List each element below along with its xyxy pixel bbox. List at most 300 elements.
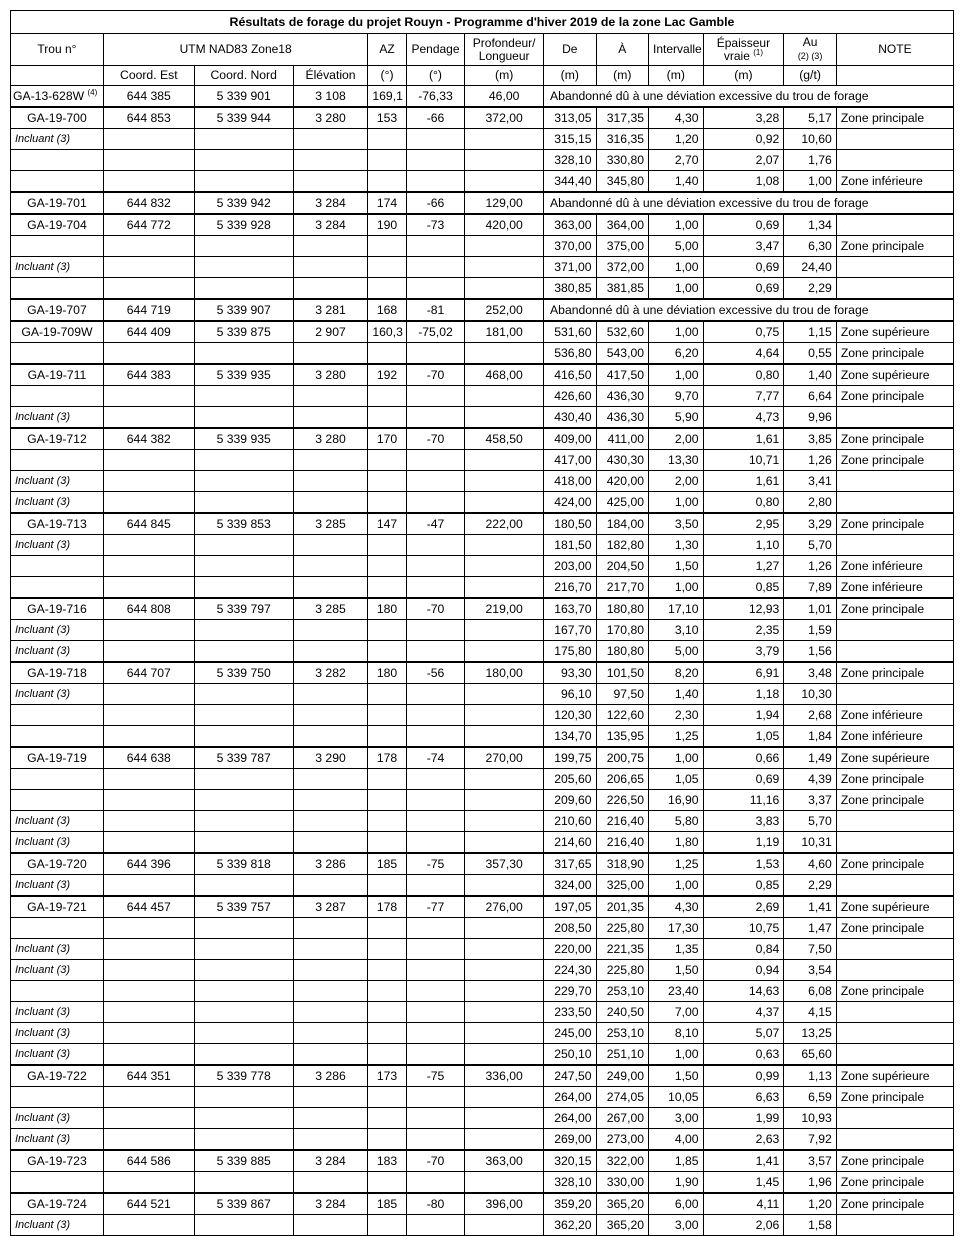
- header-note: NOTE: [836, 34, 953, 66]
- dip-cell: -70: [406, 364, 465, 386]
- coord-nord-cell: [194, 684, 293, 705]
- subheader-est: Coord. Est: [103, 66, 194, 86]
- true-thickness-cell: 0,85: [703, 577, 784, 599]
- from-cell: 216,70: [544, 577, 597, 599]
- gold-grade-cell: 0,55: [784, 343, 837, 365]
- from-cell: 264,00: [544, 1087, 597, 1108]
- hole-id-cell: [11, 171, 104, 193]
- coord-nord-cell: [194, 236, 293, 257]
- interval-cell: 4,30: [649, 107, 704, 129]
- coord-est-cell: 644 383: [103, 364, 194, 386]
- to-cell: 217,70: [596, 577, 649, 599]
- table-row: [11, 620, 954, 641]
- gold-grade-cell: 1,41: [784, 896, 837, 918]
- dip-cell: [406, 960, 465, 981]
- gold-grade-cell: 2,29: [784, 278, 837, 300]
- table-row: [11, 492, 954, 514]
- gold-grade-cell: 1,96: [784, 1172, 837, 1194]
- hole-id-cell: Incluant (3): [11, 832, 104, 854]
- zone-note-cell: Zone principale: [836, 769, 953, 790]
- coord-est-cell: 644 808: [103, 598, 194, 620]
- coord-est-cell: [103, 620, 194, 641]
- gold-grade-cell: 7,89: [784, 577, 837, 599]
- interval-cell: 8,20: [649, 662, 704, 684]
- true-thickness-cell: 2,69: [703, 896, 784, 918]
- gold-grade-cell: 9,96: [784, 407, 837, 429]
- zone-note-cell: Zone inférieure: [836, 705, 953, 726]
- subheader-prof: (m): [465, 66, 544, 86]
- coord-nord-cell: [194, 407, 293, 429]
- hole-id-cell: [11, 236, 104, 257]
- dip-cell: -70: [406, 428, 465, 450]
- coord-est-cell: [103, 407, 194, 429]
- abandoned-note: Abandonné dû à une déviation excessive du trou de forage: [544, 192, 954, 214]
- zone-note-cell: Zone principale: [836, 790, 953, 811]
- depth-cell: 468,00: [465, 364, 544, 386]
- abandoned-note: Abandonné dû à une déviation excessive du trou de forage: [544, 86, 954, 108]
- interval-cell: 2,70: [649, 150, 704, 171]
- dip-cell: [406, 620, 465, 641]
- gold-grade-cell: 1,58: [784, 1215, 837, 1236]
- true-thickness-cell: 6,63: [703, 1087, 784, 1108]
- gold-grade-cell: 2,80: [784, 492, 837, 514]
- hole-id-cell: GA-19-716: [11, 598, 104, 620]
- dip-cell: -80: [406, 1193, 465, 1215]
- zone-note-cell: Zone supérieure: [836, 747, 953, 769]
- to-cell: 225,80: [596, 918, 649, 939]
- elevation-cell: 3 280: [293, 428, 368, 450]
- dip-cell: -75: [406, 1065, 465, 1087]
- zone-note-cell: [836, 875, 953, 897]
- depth-cell: 181,00: [465, 321, 544, 343]
- to-cell: 226,50: [596, 790, 649, 811]
- coord-est-cell: [103, 811, 194, 832]
- zone-note-cell: [836, 257, 953, 278]
- coord-est-cell: 644 772: [103, 214, 194, 236]
- zone-note-cell: Zone principale: [836, 343, 953, 365]
- drill-results-table: [10, 10, 954, 1236]
- interval-cell: 1,05: [649, 769, 704, 790]
- elevation-cell: [293, 832, 368, 854]
- zone-note-cell: Zone principale: [836, 450, 953, 471]
- dip-cell: [406, 939, 465, 960]
- zone-note-cell: Zone principale: [836, 662, 953, 684]
- azimuth-cell: [368, 769, 406, 790]
- from-cell: 264,00: [544, 1108, 597, 1129]
- zone-note-cell: Zone inférieure: [836, 171, 953, 193]
- dip-cell: [406, 171, 465, 193]
- coord-nord-cell: [194, 811, 293, 832]
- table-row: [11, 556, 954, 577]
- elevation-cell: 3 282: [293, 662, 368, 684]
- azimuth-cell: 170: [368, 428, 406, 450]
- hole-id-cell: GA-19-711: [11, 364, 104, 386]
- from-cell: 229,70: [544, 981, 597, 1002]
- azimuth-cell: [368, 407, 406, 429]
- interval-cell: 6,00: [649, 1193, 704, 1215]
- to-cell: 543,00: [596, 343, 649, 365]
- to-cell: 372,00: [596, 257, 649, 278]
- depth-cell: [465, 257, 544, 278]
- depth-cell: [465, 171, 544, 193]
- drill-results-page: [10, 10, 954, 1236]
- depth-cell: [465, 790, 544, 811]
- hole-id-cell: GA-19-722: [11, 1065, 104, 1087]
- true-thickness-cell: 0,94: [703, 960, 784, 981]
- depth-cell: 357,30: [465, 853, 544, 875]
- table-row: [11, 598, 954, 620]
- gold-grade-cell: 2,68: [784, 705, 837, 726]
- hole-id-cell: Incluant (3): [11, 1108, 104, 1129]
- hole-id-cell: [11, 343, 104, 365]
- interval-cell: 5,00: [649, 641, 704, 663]
- interval-cell: 4,00: [649, 1129, 704, 1151]
- true-thickness-cell: 1,61: [703, 471, 784, 492]
- to-cell: 274,05: [596, 1087, 649, 1108]
- to-cell: 204,50: [596, 556, 649, 577]
- dip-cell: -66: [406, 192, 465, 214]
- hole-id-cell: [11, 769, 104, 790]
- zone-note-cell: Zone supérieure: [836, 896, 953, 918]
- coord-est-cell: [103, 1215, 194, 1236]
- depth-cell: 363,00: [465, 1150, 544, 1172]
- dip-cell: [406, 1172, 465, 1194]
- to-cell: 411,00: [596, 428, 649, 450]
- hole-id-cell: [11, 556, 104, 577]
- depth-cell: [465, 1129, 544, 1151]
- zone-note-cell: [836, 939, 953, 960]
- interval-cell: 1,50: [649, 556, 704, 577]
- elevation-cell: [293, 129, 368, 150]
- coord-est-cell: [103, 1002, 194, 1023]
- dip-cell: [406, 535, 465, 556]
- depth-cell: [465, 492, 544, 514]
- elevation-cell: [293, 450, 368, 471]
- zone-note-cell: [836, 1002, 953, 1023]
- zone-note-cell: [836, 1215, 953, 1236]
- interval-cell: 8,10: [649, 1023, 704, 1044]
- coord-est-cell: 644 351: [103, 1065, 194, 1087]
- coord-nord-cell: [194, 620, 293, 641]
- azimuth-cell: 178: [368, 896, 406, 918]
- interval-cell: 1,00: [649, 364, 704, 386]
- header-au: [784, 34, 837, 66]
- header-de: De: [544, 34, 597, 66]
- coord-nord-cell: [194, 1172, 293, 1194]
- gold-grade-cell: 65,60: [784, 1044, 837, 1066]
- header-epaisseur-note: (1): [753, 47, 763, 57]
- elevation-cell: 2 907: [293, 321, 368, 343]
- interval-cell: 17,30: [649, 918, 704, 939]
- true-thickness-cell: 3,83: [703, 811, 784, 832]
- from-cell: 210,60: [544, 811, 597, 832]
- hole-id-cell: Incluant (3): [11, 492, 104, 514]
- depth-cell: [465, 386, 544, 407]
- coord-nord-cell: 5 339 750: [194, 662, 293, 684]
- from-cell: 359,20: [544, 1193, 597, 1215]
- header-profondeur: [465, 34, 544, 66]
- coord-nord-cell: [194, 875, 293, 897]
- depth-cell: [465, 981, 544, 1002]
- table-row: [11, 1129, 954, 1151]
- table-row: [11, 662, 954, 684]
- elevation-cell: [293, 1044, 368, 1066]
- interval-cell: 23,40: [649, 981, 704, 1002]
- zone-note-cell: [836, 1023, 953, 1044]
- azimuth-cell: [368, 450, 406, 471]
- table-row: [11, 1065, 954, 1087]
- true-thickness-cell: 0,66: [703, 747, 784, 769]
- from-cell: 418,00: [544, 471, 597, 492]
- gold-grade-cell: 5,70: [784, 535, 837, 556]
- to-cell: 330,80: [596, 150, 649, 171]
- table-body: [11, 11, 954, 1236]
- depth-cell: 372,00: [465, 107, 544, 129]
- interval-cell: 5,80: [649, 811, 704, 832]
- dip-cell: [406, 236, 465, 257]
- from-cell: 224,30: [544, 960, 597, 981]
- coord-nord-cell: 5 339 853: [194, 513, 293, 535]
- elevation-cell: 3 284: [293, 1193, 368, 1215]
- azimuth-cell: [368, 918, 406, 939]
- coord-est-cell: 644 457: [103, 896, 194, 918]
- table-row: [11, 769, 954, 790]
- hole-id-cell: [11, 790, 104, 811]
- gold-grade-cell: 10,93: [784, 1108, 837, 1129]
- to-cell: 97,50: [596, 684, 649, 705]
- table-row: [11, 343, 954, 365]
- interval-cell: 9,70: [649, 386, 704, 407]
- to-cell: 225,80: [596, 960, 649, 981]
- zone-note-cell: Zone principale: [836, 428, 953, 450]
- hole-id-cell: [11, 86, 104, 108]
- zone-note-cell: Zone principale: [836, 598, 953, 620]
- to-cell: 184,00: [596, 513, 649, 535]
- table-row: [11, 471, 954, 492]
- table-row: [11, 705, 954, 726]
- table-title: Résultats de forage du projet Rouyn - Programme d'hiver 2019 de la zone Lac Gamble: [11, 11, 954, 34]
- coord-nord-cell: [194, 471, 293, 492]
- azimuth-cell: [368, 1215, 406, 1236]
- gold-grade-cell: 1,13: [784, 1065, 837, 1087]
- zone-note-cell: Zone supérieure: [836, 364, 953, 386]
- zone-note-cell: Zone principale: [836, 107, 953, 129]
- subheader-elev: Élévation: [293, 66, 368, 86]
- azimuth-cell: [368, 684, 406, 705]
- azimuth-cell: [368, 790, 406, 811]
- interval-cell: 2,00: [649, 428, 704, 450]
- gold-grade-cell: 3,85: [784, 428, 837, 450]
- interval-cell: 1,00: [649, 214, 704, 236]
- coord-nord-cell: [194, 577, 293, 599]
- azimuth-cell: [368, 386, 406, 407]
- zone-note-cell: Zone principale: [836, 981, 953, 1002]
- dip-cell: -75,02: [406, 321, 465, 343]
- true-thickness-cell: 1,10: [703, 535, 784, 556]
- table-row: [11, 299, 954, 321]
- interval-cell: 4,30: [649, 896, 704, 918]
- true-thickness-cell: 0,69: [703, 214, 784, 236]
- coord-nord-cell: 5 339 778: [194, 1065, 293, 1087]
- table-row: [11, 386, 954, 407]
- interval-cell: 1,90: [649, 1172, 704, 1194]
- coord-nord-cell: [194, 981, 293, 1002]
- interval-cell: 16,90: [649, 790, 704, 811]
- coord-nord-cell: [194, 641, 293, 663]
- azimuth-cell: [368, 535, 406, 556]
- hole-id-cell: [11, 705, 104, 726]
- table-row: [11, 214, 954, 236]
- to-cell: 267,00: [596, 1108, 649, 1129]
- coord-est-cell: 644 586: [103, 1150, 194, 1172]
- azimuth-cell: 180: [368, 598, 406, 620]
- zone-note-cell: Zone principale: [836, 918, 953, 939]
- zone-note-cell: Zone principale: [836, 1150, 953, 1172]
- interval-cell: 6,20: [649, 343, 704, 365]
- interval-cell: 1,00: [649, 278, 704, 300]
- elevation-cell: [293, 278, 368, 300]
- table-row: [11, 171, 954, 193]
- elevation-cell: [293, 790, 368, 811]
- subheader-de: (m): [544, 66, 597, 86]
- true-thickness-cell: 0,85: [703, 875, 784, 897]
- true-thickness-cell: 3,28: [703, 107, 784, 129]
- gold-grade-cell: 3,54: [784, 960, 837, 981]
- coord-nord-cell: 5 339 907: [194, 299, 293, 321]
- hole-id-cell: Incluant (3): [11, 1129, 104, 1151]
- from-cell: 424,00: [544, 492, 597, 514]
- table-row: [11, 875, 954, 897]
- interval-cell: 1,00: [649, 577, 704, 599]
- true-thickness-cell: 4,37: [703, 1002, 784, 1023]
- elevation-cell: [293, 407, 368, 429]
- interval-cell: 10,05: [649, 1087, 704, 1108]
- table-row: [11, 981, 954, 1002]
- depth-cell: [465, 641, 544, 663]
- interval-cell: 17,10: [649, 598, 704, 620]
- header-intervalle: Intervalle: [649, 34, 704, 66]
- coord-nord-cell: [194, 939, 293, 960]
- coord-nord-cell: [194, 705, 293, 726]
- elevation-cell: [293, 705, 368, 726]
- azimuth-cell: [368, 620, 406, 641]
- azimuth-cell: 192: [368, 364, 406, 386]
- from-cell: 409,00: [544, 428, 597, 450]
- interval-cell: 13,30: [649, 450, 704, 471]
- coord-nord-cell: 5 339 935: [194, 428, 293, 450]
- dip-cell: [406, 641, 465, 663]
- dip-cell: [406, 705, 465, 726]
- hole-id-cell: [11, 918, 104, 939]
- coord-est-cell: 644 845: [103, 513, 194, 535]
- to-cell: 201,35: [596, 896, 649, 918]
- from-cell: 180,50: [544, 513, 597, 535]
- elevation-cell: [293, 939, 368, 960]
- true-thickness-cell: 4,73: [703, 407, 784, 429]
- azimuth-cell: [368, 471, 406, 492]
- from-cell: 163,70: [544, 598, 597, 620]
- azimuth-cell: 173: [368, 1065, 406, 1087]
- true-thickness-cell: 10,71: [703, 450, 784, 471]
- gold-grade-cell: 1,40: [784, 364, 837, 386]
- coord-est-cell: 644 382: [103, 428, 194, 450]
- coord-nord-cell: 5 339 944: [194, 107, 293, 129]
- to-cell: 253,10: [596, 981, 649, 1002]
- elevation-cell: 3 108: [293, 86, 368, 108]
- gold-grade-cell: 3,37: [784, 790, 837, 811]
- hole-id-cell: GA-19-709W: [11, 321, 104, 343]
- coord-nord-cell: 5 339 901: [194, 86, 293, 108]
- dip-cell: [406, 556, 465, 577]
- elevation-cell: 3 287: [293, 896, 368, 918]
- hole-id-cell: Incluant (3): [11, 684, 104, 705]
- depth-cell: [465, 832, 544, 854]
- to-cell: 430,30: [596, 450, 649, 471]
- from-cell: 370,00: [544, 236, 597, 257]
- interval-cell: 5,90: [649, 407, 704, 429]
- gold-grade-cell: 3,48: [784, 662, 837, 684]
- header-az: AZ: [368, 34, 406, 66]
- depth-cell: 129,00: [465, 192, 544, 214]
- gold-grade-cell: 6,30: [784, 236, 837, 257]
- interval-cell: 1,50: [649, 960, 704, 981]
- dip-cell: -75: [406, 853, 465, 875]
- from-cell: 167,70: [544, 620, 597, 641]
- azimuth-cell: 190: [368, 214, 406, 236]
- table-row: [11, 107, 954, 129]
- azimuth-cell: 174: [368, 192, 406, 214]
- to-cell: 170,80: [596, 620, 649, 641]
- dip-cell: [406, 450, 465, 471]
- hole-id-cell: Incluant (3): [11, 1215, 104, 1236]
- dip-cell: [406, 769, 465, 790]
- gold-grade-cell: 13,25: [784, 1023, 837, 1044]
- header-epaisseur: [703, 34, 784, 66]
- coord-est-cell: [103, 236, 194, 257]
- hole-id-cell: GA-19-704: [11, 214, 104, 236]
- true-thickness-cell: 10,75: [703, 918, 784, 939]
- coord-nord-cell: 5 339 875: [194, 321, 293, 343]
- elevation-cell: 3 285: [293, 513, 368, 535]
- gold-grade-cell: 3,41: [784, 471, 837, 492]
- table-row: [11, 918, 954, 939]
- to-cell: 330,00: [596, 1172, 649, 1194]
- elevation-cell: [293, 811, 368, 832]
- interval-cell: 3,10: [649, 620, 704, 641]
- table-row: [11, 1002, 954, 1023]
- depth-cell: [465, 705, 544, 726]
- to-cell: 436,30: [596, 407, 649, 429]
- table-row: [11, 939, 954, 960]
- table-row: [11, 726, 954, 748]
- elevation-cell: [293, 171, 368, 193]
- table-row: [11, 150, 954, 171]
- to-cell: 216,40: [596, 832, 649, 854]
- coord-nord-cell: 5 339 818: [194, 853, 293, 875]
- true-thickness-cell: 2,06: [703, 1215, 784, 1236]
- hole-id-cell: GA-19-712: [11, 428, 104, 450]
- gold-grade-cell: 1,76: [784, 150, 837, 171]
- dip-cell: [406, 790, 465, 811]
- zone-note-cell: [836, 129, 953, 150]
- coord-nord-cell: [194, 960, 293, 981]
- from-cell: 315,15: [544, 129, 597, 150]
- to-cell: 180,80: [596, 641, 649, 663]
- gold-grade-cell: 7,92: [784, 1129, 837, 1151]
- from-cell: 380,85: [544, 278, 597, 300]
- hole-id-cell: [11, 577, 104, 599]
- hole-id-cell: [11, 1172, 104, 1194]
